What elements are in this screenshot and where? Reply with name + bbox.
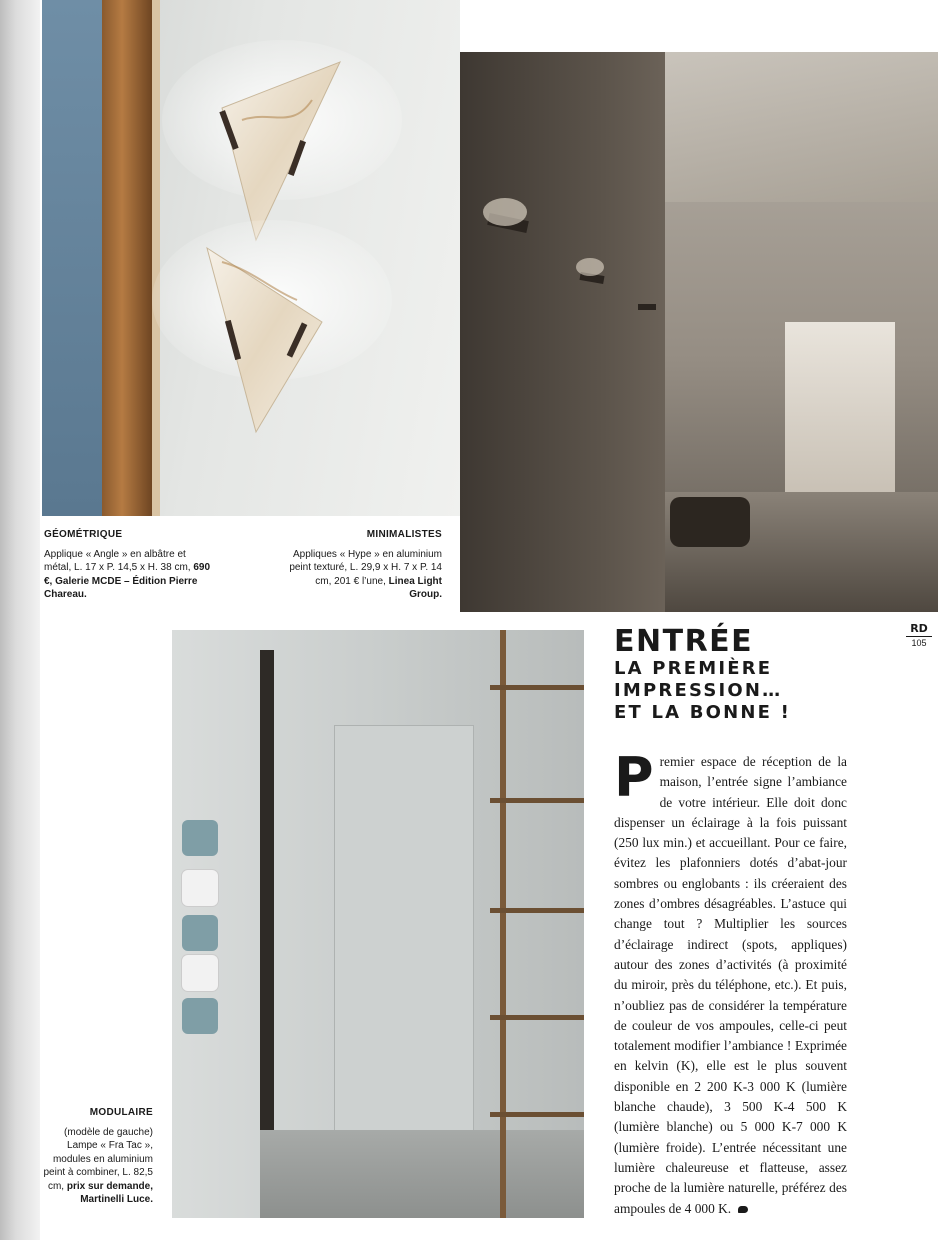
photo-modular-entry bbox=[172, 630, 584, 1218]
photo-minimalist-corridor bbox=[460, 52, 938, 612]
article-subtitle-line: ET LA BONNE ! bbox=[614, 702, 792, 723]
flush-door bbox=[334, 725, 474, 1140]
caption-text: (modèle de gauche) Lampe « Fra Tac », modules en aluminium peint à combiner, L. 82,5 cm, bbox=[43, 1126, 153, 1192]
sconce-illustration bbox=[42, 0, 460, 516]
caption-minimalistes bbox=[280, 528, 442, 602]
drop-cap: P bbox=[614, 746, 654, 809]
article-text: remier espace de réception de la maison, l’entrée signe l’ambiance de votre intérieur. Elle doit donc dispenser un éclairage à la fois puissant (250 lux min.) et accueillant. Pour ce faire, évitez les plafonniers dotés d’abat-jour sombres ou englobants : ils créeraient des zones d’ombres désagréables. L’astuce qui change tout ? Multiplier les sources d’éclairage indirect (spots, appliques) autour des zones d’activités (à proximité du miroir, près du téléphone, etc.). Et puis, n’oubliez pas de considérer la température de couleur de vos ampoules, celle-ci peut totalement modifier l’ambiance ! Exprimée en kelvin (K), elle est le plus souvent disponible en 2 200 K-3 000 K (lumière blanche chaude), 3 500 K-4 500 K (lumière blanche) ou 5 000 K-7 000 K (lumière froide). L’entrée nécessitant une lumière chaleureuse et flatteuse, assez proche de la lumière naturelle, préférez des ampoules de 4 000 K. bbox=[614, 754, 847, 1216]
lamp-module bbox=[182, 955, 218, 991]
caption-text: Applique « Angle » en albâtre et métal, L. 17 x P. 14,5 x H. 38 cm, bbox=[44, 548, 191, 573]
lamp-module bbox=[182, 998, 218, 1034]
end-of-article-icon bbox=[738, 1206, 748, 1213]
caption-text: Appliques « Hype » en aluminium peint texturé, L. 29,9 x H. 7 x P. 14 cm, 201 € l’une, bbox=[289, 548, 442, 587]
page-number: 105 bbox=[911, 638, 927, 648]
shelf bbox=[490, 908, 584, 913]
magazine-logo: RD bbox=[906, 622, 932, 637]
lamp-module bbox=[182, 915, 218, 951]
caption-modulaire bbox=[40, 1106, 153, 1207]
page-gutter-shadow bbox=[0, 0, 40, 1240]
dark-wall-strip bbox=[260, 650, 274, 1130]
shelf-pole bbox=[500, 630, 506, 1218]
article-subtitle-line: IMPRESSION… bbox=[614, 680, 783, 701]
caption-source: Linea Light Group. bbox=[388, 575, 442, 600]
caption-price-source: 690 €, Galerie MCDE – Édition Pierre Chareau. bbox=[44, 562, 211, 600]
article-title: ENTRÉE bbox=[614, 624, 754, 659]
lamp-module bbox=[182, 870, 218, 906]
wall-lights-illustration bbox=[460, 52, 938, 612]
marble-floor bbox=[260, 1130, 584, 1218]
caption-title: MINIMALISTES bbox=[366, 529, 442, 540]
shelf bbox=[490, 1112, 584, 1117]
caption-price-source: prix sur demande, Martinelli Luce. bbox=[66, 1180, 153, 1205]
photo-geometric-sconces bbox=[42, 0, 460, 516]
shelf bbox=[490, 798, 584, 803]
shelf bbox=[490, 1015, 584, 1020]
article-body bbox=[614, 746, 847, 1219]
caption-geometrique bbox=[44, 528, 214, 602]
shelf bbox=[490, 685, 584, 690]
caption-title: MODULAIRE bbox=[89, 1107, 153, 1118]
article-heading bbox=[614, 626, 914, 724]
caption-title: GÉOMÉTRIQUE bbox=[44, 529, 123, 540]
lamp-module bbox=[182, 820, 218, 856]
article-subtitle-line: LA PREMIÈRE bbox=[614, 658, 773, 679]
